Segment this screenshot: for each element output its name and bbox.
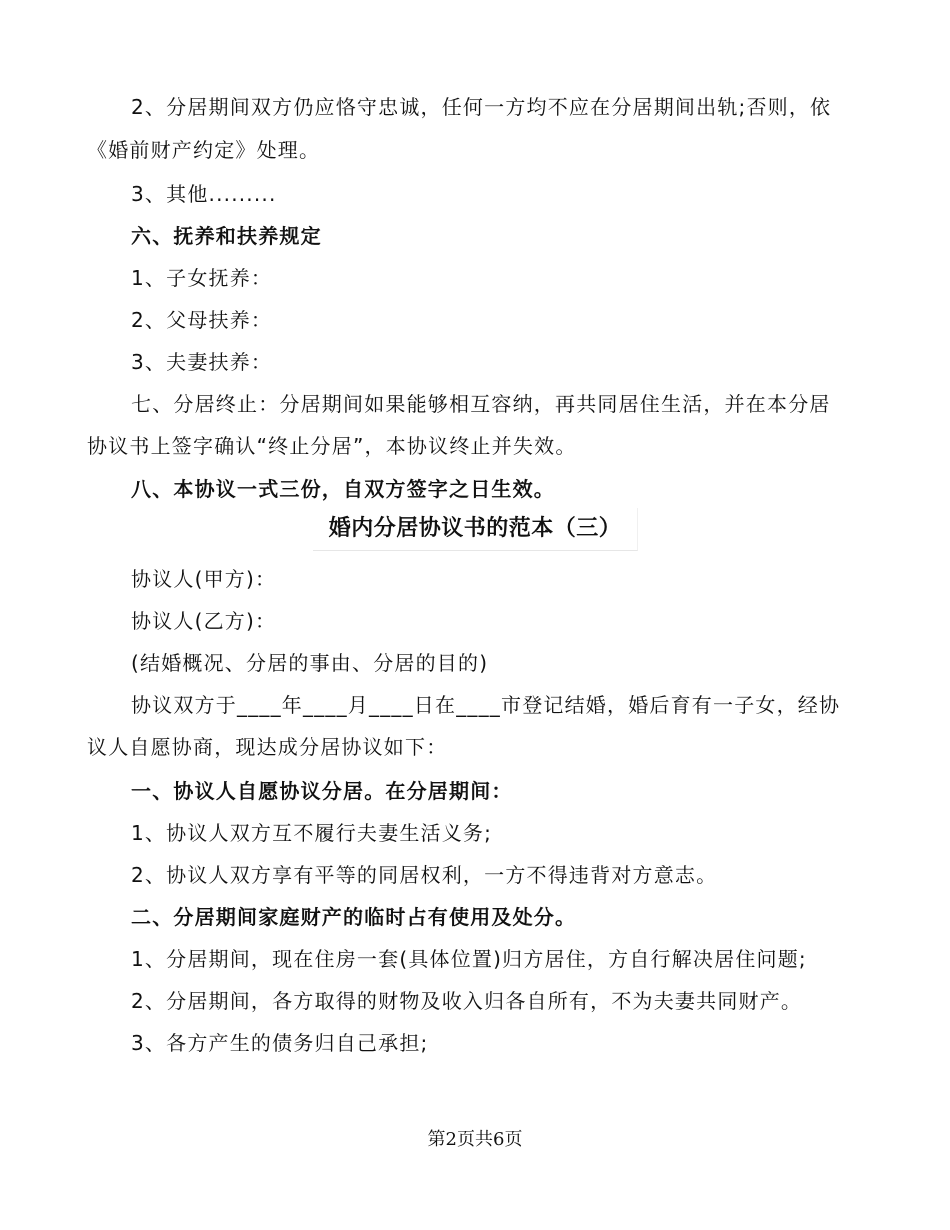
paragraph-line: 七、分居终止：分居期间如果能够相互容纳，再共同居住生活，并在本分居 xyxy=(131,392,831,416)
paragraph-line: 3、各方产生的债务归自己承担; xyxy=(131,1031,429,1055)
section-heading: 六、抚养和扶养规定 xyxy=(131,224,322,248)
paragraph-line: 2、分居期间，各方取得的财物及收入归各自所有，不为夫妻共同财产。 xyxy=(131,989,803,1013)
section-heading: 二、分居期间家庭财产的临时占有使用及处分。 xyxy=(131,905,577,929)
paragraph-line: 议人自愿协商，现达成分居协议如下： xyxy=(87,735,448,759)
paragraph-line: (结婚概况、分居的事由、分居的目的) xyxy=(131,651,489,675)
paragraph-line: 协议书上签字确认“终止分居”，本协议终止并失效。 xyxy=(87,434,577,458)
paragraph-line: 1、分居期间，现在住房一套(具体位置)归方居住，方自行解决居住问题; xyxy=(131,947,807,971)
paragraph-line: 1、子女抚养： xyxy=(131,266,273,290)
paragraph-line: 协议双方于____年____月____日在____市登记结婚，婚后育有一子女，经协 xyxy=(131,693,841,717)
paragraph-line: 1、协议人双方互不履行夫妻生活义务; xyxy=(131,821,493,845)
section-heading: 八、本协议一式三份，自双方签字之日生效。 xyxy=(131,477,555,501)
paragraph-line: 3、夫妻扶养： xyxy=(131,350,273,374)
paragraph-line: 3、其他......... xyxy=(131,182,277,206)
page-number: 第2页共6页 xyxy=(427,1129,523,1150)
paragraph-line: 协议人(甲方)： xyxy=(131,567,277,591)
paragraph-line: 《婚前财产约定》处理。 xyxy=(87,138,321,162)
paragraph-line: 2、协议人双方享有平等的同居权利，一方不得违背对方意志。 xyxy=(131,863,718,887)
paragraph-line: 协议人(乙方)： xyxy=(131,609,277,633)
paragraph-line: 2、父母扶养： xyxy=(131,308,273,332)
section-heading: 一、协议人自愿协议分居。在分居期间： xyxy=(131,779,513,803)
document-title: 婚内分居协议书的范本（三） xyxy=(313,508,638,551)
paragraph-line: 2、分居期间双方仍应恪守忠诚，任何一方均不应在分居期间出轨;否则，依 xyxy=(131,95,832,119)
